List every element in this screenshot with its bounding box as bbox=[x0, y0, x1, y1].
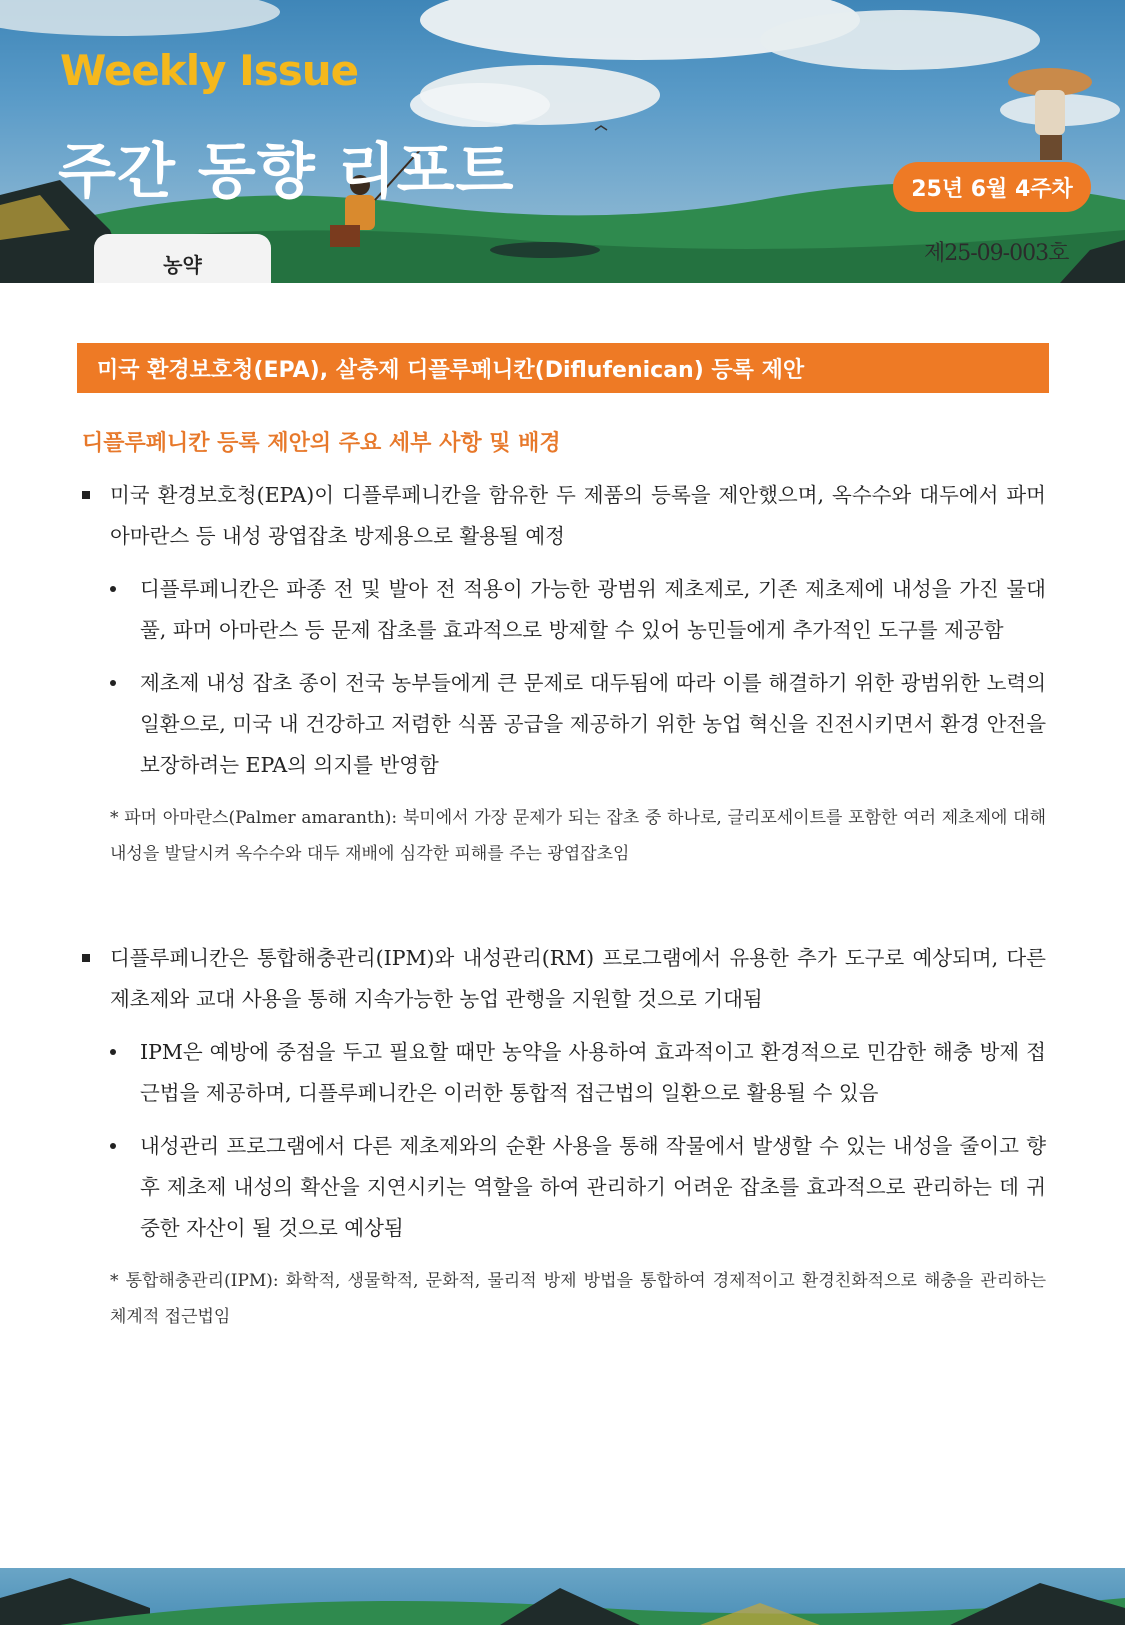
sub-bullet-text: 디플루페니칸은 파종 전 및 발아 전 적용이 가능한 광범위 제초제로, 기존 제초제에 내성을 가진 물대풀, 파머 아마란스 등 문제 잡초를 효과적으로 방제할 수 있어 농민들에게 추가적인 도구를 제공함 bbox=[140, 577, 1046, 642]
footnote: * 통합해충관리(IPM): 화학적, 생물학적, 문화적, 물리적 방제 방법을 통합하여 경제적이고 환경친화적으로 해충을 관리하는 체계적 접근법임 bbox=[110, 1271, 1046, 1327]
sub-bullet bbox=[80, 1126, 1046, 1249]
square-bullet-icon bbox=[82, 954, 90, 962]
sub-bullet bbox=[80, 569, 1046, 651]
sub-bullet-text: IPM은 예방에 중점을 두고 필요할 때만 농약을 사용하여 효과적이고 환경적으로 민감한 해충 방제 접근법을 제공하며, 디플루페니칸은 이러한 통합적 접근법의 일환으로 활용될 수 있음 bbox=[140, 1040, 1046, 1105]
dot-bullet-icon bbox=[110, 586, 116, 592]
header-banner bbox=[0, 0, 1125, 283]
article-title-bar: 미국 환경보호청(EPA), 살충제 디플루페니칸(Diflufenican) 등록 제안 bbox=[77, 343, 1049, 393]
main-bullet-text: 미국 환경보호청(EPA)이 디플루페니칸을 함유한 두 제품의 등록을 제안했으며, 옥수수와 대두에서 파머 아마란스 등 내성 광엽잡초 방제용으로 활용될 예정 bbox=[110, 483, 1046, 548]
main-bullet bbox=[80, 475, 1046, 557]
sub-bullet bbox=[80, 1032, 1046, 1114]
main-bullet-text: 디플루페니칸은 통합해충관리(IPM)와 내성관리(RM) 프로그램에서 유용한 추가 도구로 예상되며, 다른 제초제와 교대 사용을 통해 지속가능한 농업 관행을 지원할 것으로 기대됨 bbox=[110, 946, 1046, 1011]
sub-bullet-text: 제초제 내성 잡초 종이 전국 농부들에게 큰 문제로 대두됨에 따라 이를 해결하기 위한 광범위한 노력의 일환으로, 미국 내 건강하고 저렴한 식품 공급을 제공하기 위한 농업 혁신을 진전시키면서 환경 안전을 보장하려는 EPA의 의지를 반영함 bbox=[140, 671, 1046, 777]
footer-illustration bbox=[0, 1568, 1125, 1625]
dot-bullet-icon bbox=[110, 1143, 116, 1149]
sub-bullet bbox=[80, 663, 1046, 786]
footnote: * 파머 아마란스(Palmer amaranth): 북미에서 가장 문제가 되는 잡초 중 하나로, 글리포세이트를 포함한 여러 제초제에 대해 내성을 발달시켜 옥수수와 대두 재배에 심각한 피해를 주는 광엽잡초임 bbox=[110, 808, 1046, 864]
category-tab[interactable]: 농약 bbox=[94, 234, 271, 283]
sub-bullet-text: 내성관리 프로그램에서 다른 제초제와의 순환 사용을 통해 작물에서 발생할 수 있는 내성을 줄이고 향후 제초제 내성의 확산을 지연시키는 역할을 하여 관리하기 어려운 잡초를 효과적으로 관리하는 데 귀중한 자산이 될 것으로 예상됨 bbox=[140, 1134, 1046, 1240]
article-body bbox=[80, 475, 1046, 1335]
issue-number: 제25-09-003호 bbox=[924, 241, 1069, 266]
report-title: 주간 동향 리포트 bbox=[58, 137, 515, 207]
section-heading: 디플루페니칸 등록 제안의 주요 세부 사항 및 배경 bbox=[82, 431, 561, 456]
footer-landscape bbox=[0, 1568, 1125, 1625]
main-bullet bbox=[80, 938, 1046, 1020]
weekly-issue-label: Weekly Issue bbox=[60, 46, 359, 95]
week-badge: 25년 6월 4주차 bbox=[893, 162, 1091, 212]
dot-bullet-icon bbox=[110, 680, 116, 686]
square-bullet-icon bbox=[82, 491, 90, 499]
dot-bullet-icon bbox=[110, 1049, 116, 1055]
